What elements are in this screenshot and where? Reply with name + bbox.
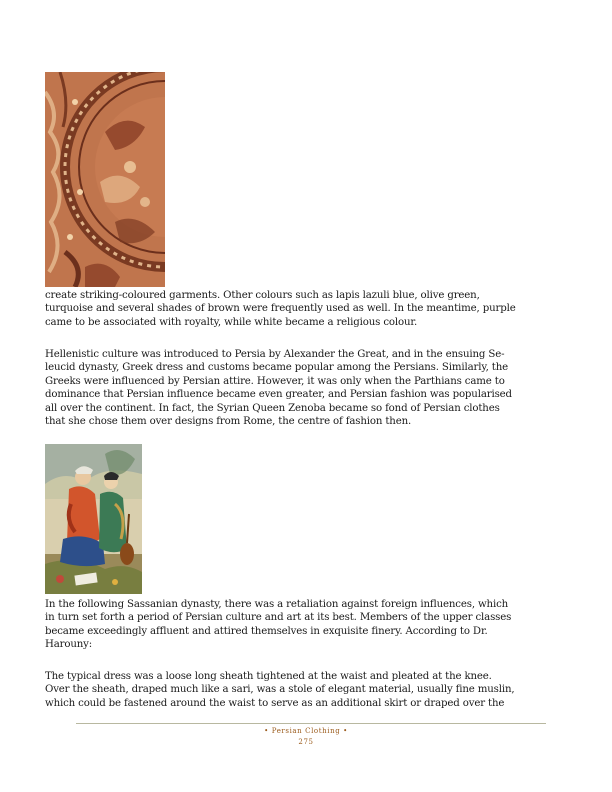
page-number: 275 [298,738,314,746]
footer-divider [76,723,546,724]
paragraph-quote [45,670,577,710]
text-line: Over the sheath, draped much like a sari, was a stole of elegant material, usually fine muslin, [45,684,515,696]
text-line: The typical dress was a loose long sheath tightened at the waist and pleated at the knee. [45,671,492,682]
text-line: create striking-coloured garments. Other colours such as lapis lazuli blue, olive green, [45,290,480,301]
text-line: Greeks were influenced by Persian attire. However, it was only when the Parthians came to [45,375,505,387]
paragraph-hellenistic [45,348,577,428]
text-line: came to be associated with royalty, while white became a religious colour. [45,316,418,328]
text-line: leucid dynasty, Greek dress and customs became popular among the Persians. Similarly, the [45,362,509,374]
text-line: all over the continent. In fact, the Syrian Queen Zenoba became so fond of Persian clothes [45,402,500,414]
text-line: which could be fastened around the waist to serve as an additional skirt or draped over the [45,697,505,709]
text-line: Hellenistic culture was introduced to Persia by Alexander the Great, and in the ensuing Se- [45,349,505,360]
text-line: Harouny: [45,639,93,651]
text-line: turquoise and several shades of brown were frequently used as well. In the meantime, purple [45,303,516,315]
text-line: In the following Sassanian dynasty, there was a retaliation against foreign influences, which [45,599,509,610]
paragraph-sassanian [45,598,577,652]
textile-image [45,72,165,287]
text-line: that she chose them over designs from Rome, the centre of fashion then. [45,416,412,428]
miniature-painting-image [45,444,142,594]
paragraph-colours [45,289,577,329]
text-line: became exceedingly affluent and attired themselves in exquisite finery. According to Dr. [45,625,488,637]
text-line: in turn set forth a period of Persian culture and art at its best. Members of the upper classes [45,612,512,624]
text-line: dominance that Persian influence became even greater, and Persian fashion was popularised [45,389,512,401]
footer-title: • Persian Clothing • [264,727,348,735]
